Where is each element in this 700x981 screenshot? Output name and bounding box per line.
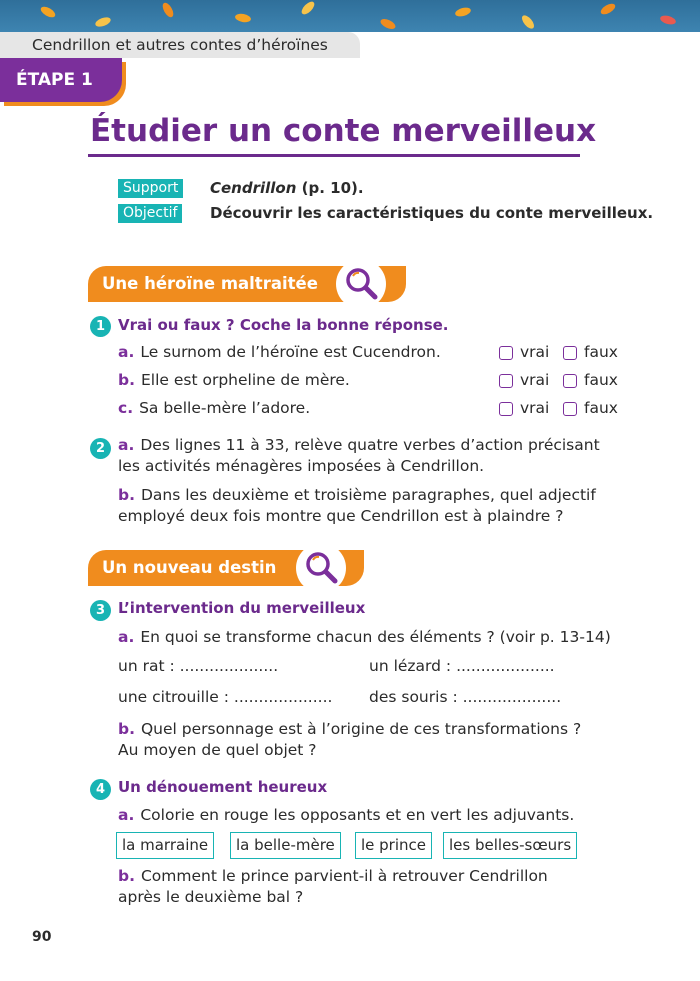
question-title: Un dénouement heureux [118, 778, 328, 796]
word-box-belle-mere[interactable]: la belle-mère [230, 832, 341, 859]
leaf-decoration [161, 1, 176, 19]
leaf-decoration [234, 13, 251, 24]
fill-in-blank-souris[interactable]: des souris : .................... [369, 688, 562, 706]
fill-in-blank-citrouille[interactable]: une citrouille : .................... [118, 688, 333, 706]
word-box-belles-soeurs[interactable]: les belles-sœurs [443, 832, 577, 859]
question-number: 4 [90, 779, 111, 800]
leaf-decoration [379, 17, 397, 31]
true-false-item: b. Elle est orpheline de mère. [118, 371, 350, 389]
leaf-decoration [94, 16, 112, 29]
section-title-text: Un nouveau destin [102, 558, 277, 577]
question-line: les activités ménagères imposées à Cendrillon. [118, 457, 485, 475]
leaf-decoration [300, 0, 317, 16]
checkbox-true-label: vrai [520, 399, 550, 417]
leaf-decoration [454, 6, 472, 18]
magnifier-icon [296, 543, 346, 593]
checkbox-false-label: faux [584, 343, 618, 361]
title-underline [88, 154, 580, 157]
true-false-item: c. Sa belle-mère l’adore. [118, 399, 311, 417]
checkbox-false[interactable] [563, 346, 577, 360]
series-title: Cendrillon et autres contes d’héroïnes [32, 36, 328, 54]
leaf-decoration [520, 13, 536, 30]
support-title: Cendrillon [210, 179, 297, 197]
checkbox-true-label: vrai [520, 371, 550, 389]
leaf-decoration [659, 14, 677, 26]
question-line: après le deuxième bal ? [118, 888, 304, 906]
support-value [210, 179, 364, 197]
true-false-item: a. Le surnom de l’héroïne est Cucendron. [118, 343, 441, 361]
checkbox-false-label: faux [584, 399, 618, 417]
objectif-value: Découvrir les caractéristiques du conte merveilleux. [210, 204, 654, 222]
magnifier-icon [336, 259, 386, 309]
question-line: b. Comment le prince parvient-il à retrouver Cendrillon [118, 867, 548, 885]
question-number: 1 [90, 316, 111, 337]
objectif-tag: Objectif [118, 204, 182, 223]
word-box-marraine[interactable]: la marraine [116, 832, 214, 859]
checkbox-true[interactable] [499, 402, 513, 416]
question-line: b. Dans les deuxième et troisième paragraphes, quel adjectif [118, 486, 596, 504]
checkbox-true-label: vrai [520, 343, 550, 361]
checkbox-false[interactable] [563, 374, 577, 388]
question-number: 3 [90, 600, 111, 621]
question-line: a. Colorie en rouge les opposants et en vert les adjuvants. [118, 806, 575, 824]
checkbox-true[interactable] [499, 374, 513, 388]
fill-in-blank-lezard[interactable]: un lézard : .................... [369, 657, 555, 675]
checkbox-false[interactable] [563, 402, 577, 416]
word-box-prince[interactable]: le prince [355, 832, 432, 859]
page-number: 90 [32, 929, 52, 945]
checkbox-false-label: faux [584, 371, 618, 389]
question-line: a. En quoi se transforme chacun des éléments ? (voir p. 13-14) [118, 628, 611, 646]
question-line: b. Quel personnage est à l’origine de ces transformations ? [118, 720, 582, 738]
support-rest: (p. 10). [296, 179, 364, 197]
question-title: L’intervention du merveilleux [118, 599, 366, 617]
page-title: Étudier un conte merveilleux [90, 113, 597, 149]
checkbox-true[interactable] [499, 346, 513, 360]
support-tag: Support [118, 179, 183, 198]
question-line: a. Des lignes 11 à 33, relève quatre verbes d’action précisant [118, 436, 600, 454]
section-title-text: Une héroïne maltraitée [102, 274, 318, 293]
step-label: ÉTAPE 1 [0, 58, 122, 102]
fill-in-blank-rat[interactable]: un rat : .................... [118, 657, 279, 675]
question-number: 2 [90, 438, 111, 459]
leaf-decoration [599, 2, 617, 17]
question-title: Vrai ou faux ? Coche la bonne réponse. [118, 316, 449, 334]
question-line: employé deux fois montre que Cendrillon est à plaindre ? [118, 507, 564, 525]
question-line: Au moyen de quel objet ? [118, 741, 317, 759]
leaf-decoration [39, 5, 57, 20]
